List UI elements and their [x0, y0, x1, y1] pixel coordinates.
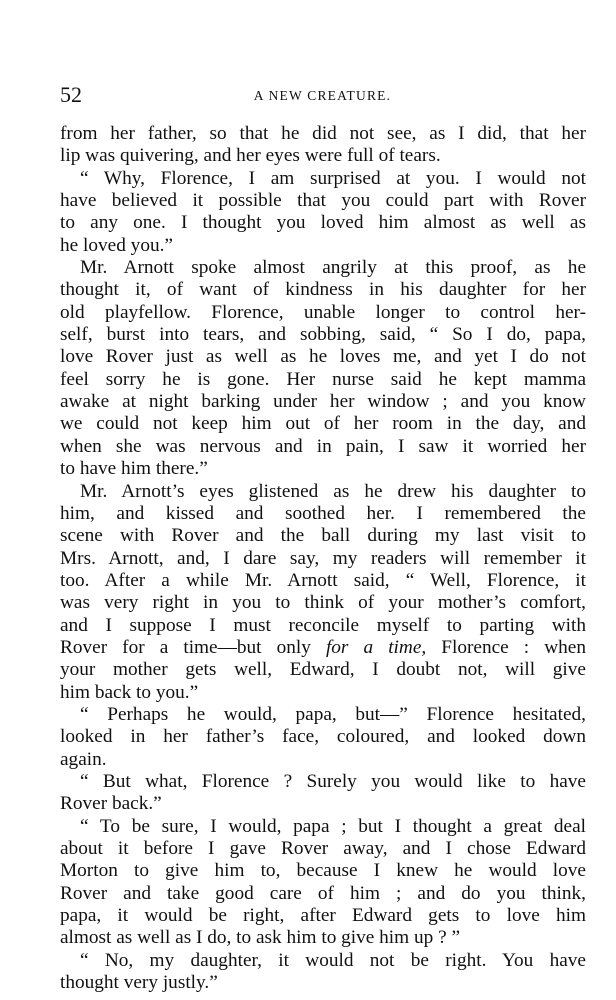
page-header — [60, 80, 585, 112]
running-title: A NEW CREATURE. — [253, 88, 392, 103]
text-line: your mother gets well, Edward, I doubt not, will give — [60, 659, 586, 681]
text-line: awake at night barking under her window ; and you know — [60, 391, 586, 413]
text-line: papa, it would be right, after Edward gets to love him — [60, 905, 586, 927]
text-line: to have him there.” — [60, 458, 208, 480]
body-text — [60, 123, 586, 994]
text-line: from her father, so that he did not see, as I did, that her — [60, 123, 586, 144]
text-line: scene with Rover and the ball during my last visit to — [60, 525, 586, 547]
text-line: to any one. I thought you loved him almost as well as — [60, 212, 586, 234]
text-line: self, burst into tears, and sobbing, said, “ So I do, papa, — [60, 324, 586, 346]
text-line: thought very justly.” — [60, 972, 218, 994]
text-line: Rover back.” — [60, 793, 162, 815]
italic-run: for a time, — [325, 636, 427, 658]
text-line: him back to you.” — [60, 681, 199, 703]
text-line: “ To be sure, I would, papa ; but I thought a great deal — [80, 815, 586, 837]
text-line: “ No, my daughter, it would not be right. You have — [80, 949, 586, 971]
text-line: we could not keep him out of her room in the day, and — [60, 413, 586, 435]
text-line: and I suppose I must reconcile myself to parting with — [60, 614, 586, 636]
text-line: love Rover just as well as he loves me, and yet I do not — [60, 346, 586, 368]
text-line: old playfellow. Florence, unable longer to control her- — [60, 301, 586, 323]
text-line: again. — [60, 748, 107, 770]
text-line: lip was quivering, and her eyes were full of tears. — [60, 145, 441, 167]
text-line: him, and kissed and soothed her. I remembered the — [60, 502, 586, 524]
text-line: about it before I gave Rover away, and I chose Edward — [60, 838, 586, 859]
text-line: “ Why, Florence, I am surprised at you. I would not — [80, 167, 586, 189]
text-line: when she was nervous and in pain, I saw it worried her — [60, 435, 586, 457]
text-line-with-italic — [60, 637, 586, 659]
text-line: he loved you.” — [60, 234, 173, 256]
text-line: have believed it possible that you could part with Rover — [60, 190, 586, 212]
text-line: was very right in you to think of your mother’s comfort, — [60, 592, 586, 614]
text-run: Florence : when — [426, 636, 586, 658]
text-line: looked in her father’s face, coloured, and looked down — [60, 726, 586, 748]
text-run: Rover for a time—but only — [60, 636, 326, 658]
text-line: Rover and take good care of him ; and do you think, — [60, 882, 586, 904]
text-line: too. After a while Mr. Arnott said, “ Well, Florence, it — [60, 569, 586, 591]
text-line: feel sorry he is gone. Her nurse said he kept mamma — [60, 368, 586, 390]
text-line: “ Perhaps he would, papa, but—” Florence hesitated, — [80, 703, 586, 725]
text-line: almost as well as I do, to ask him to give him up ? ” — [60, 927, 461, 949]
text-line: Mrs. Arnott, and, I dare say, my readers will remember it — [60, 547, 586, 569]
text-line: Mr. Arnott’s eyes glistened as he drew his daughter to — [80, 480, 586, 502]
page-number: 52 — [60, 82, 82, 107]
text-line: thought it, of want of kindness in his daughter for her — [60, 279, 586, 301]
text-line: Mr. Arnott spoke almost angrily at this proof, as he — [80, 257, 586, 279]
text-line: Morton to give him to, because I knew he would love — [60, 860, 586, 882]
text-line: “ But what, Florence ? Surely you would like to have — [80, 770, 586, 792]
